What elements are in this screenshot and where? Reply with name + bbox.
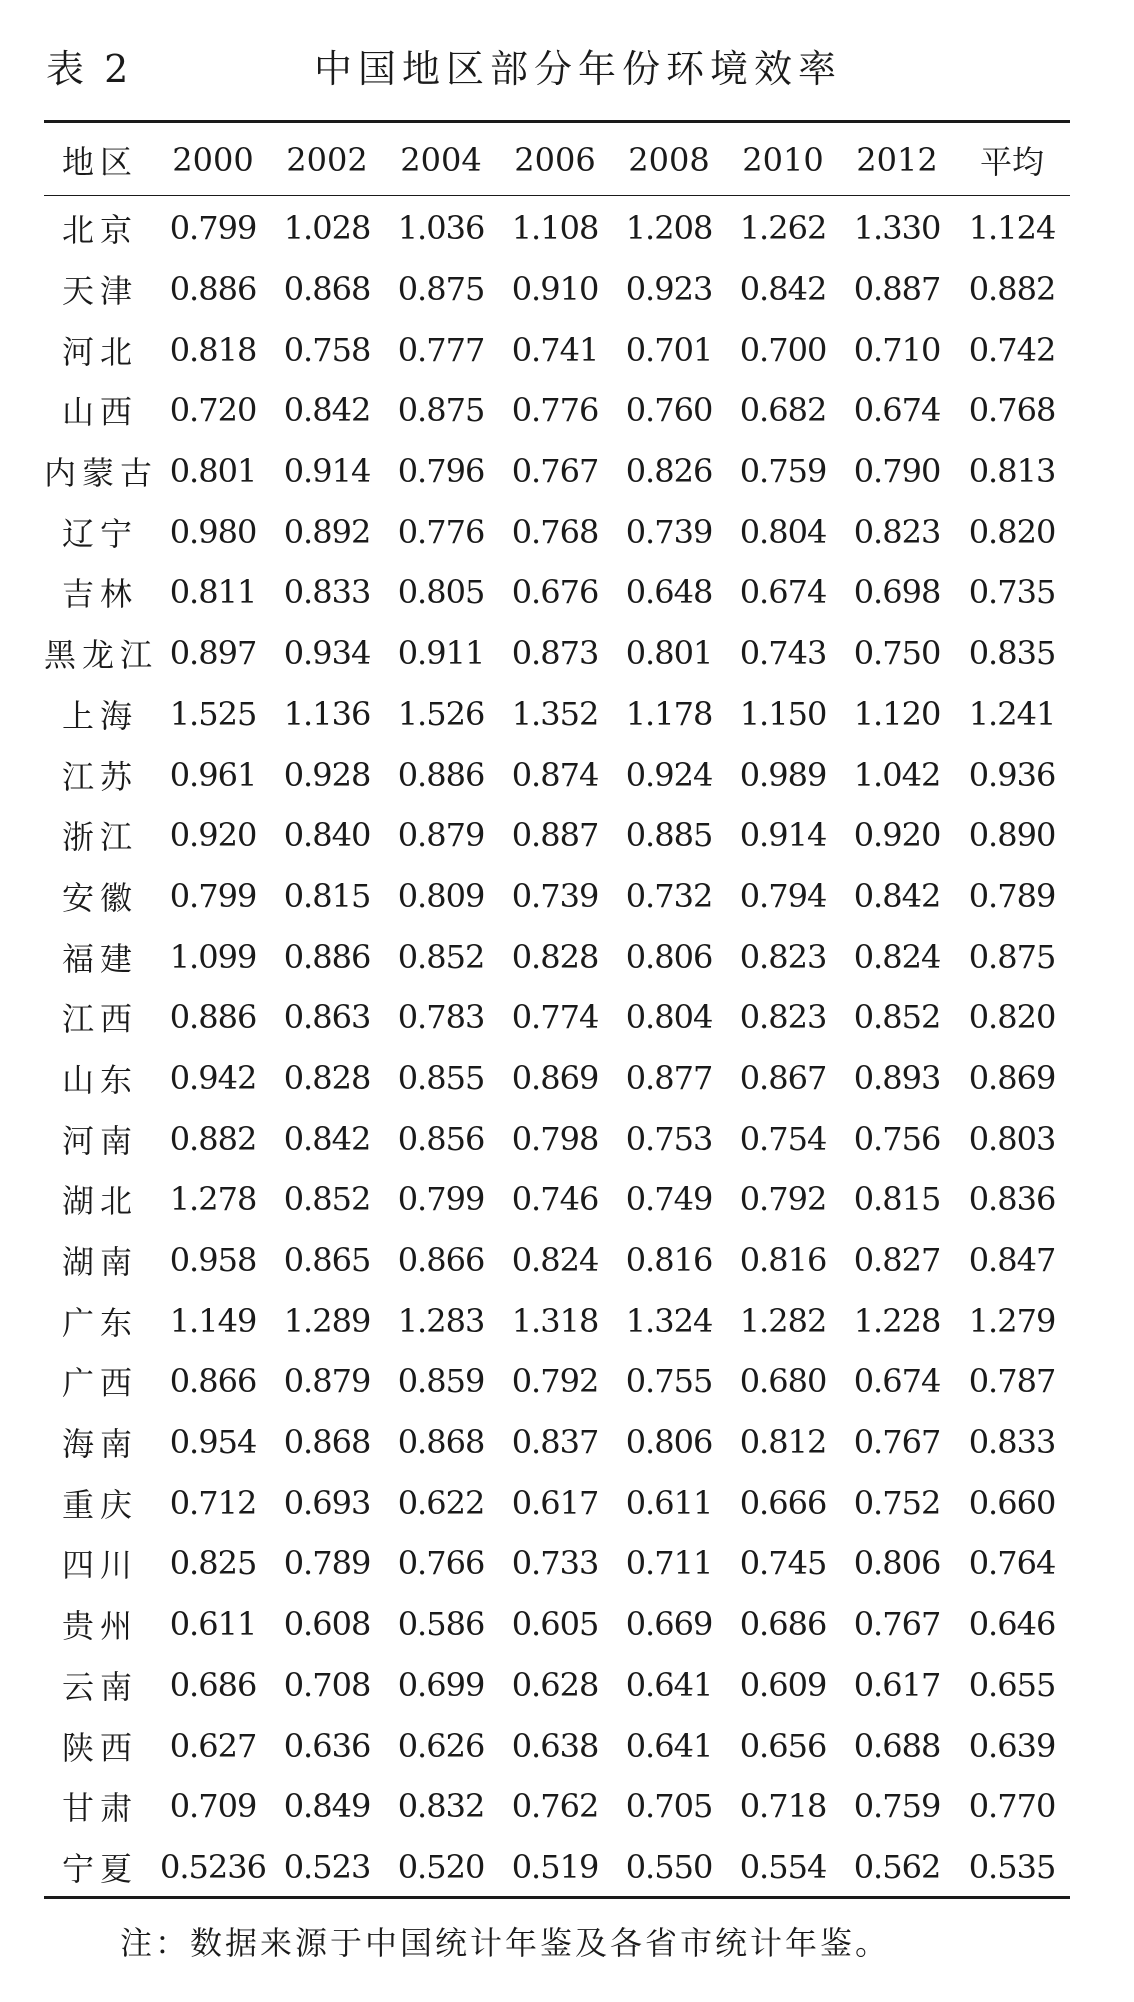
value-cell: 0.928 [283,755,371,794]
table-row [44,1230,1070,1291]
value-cell: 0.798 [511,1119,599,1158]
value-cell: 0.720 [169,391,257,430]
value-cell: 0.852 [397,937,485,976]
value-cell: 0.768 [968,391,1056,430]
value-cell: 0.833 [968,1423,1056,1462]
region-cell: 浙江 [61,818,138,857]
value-cell: 0.698 [853,573,941,612]
table-row [44,866,1070,927]
column-header-2010: 2010 [742,141,824,179]
value-cell: 0.842 [853,876,941,915]
table-row [44,259,1070,320]
value-cell: 0.639 [968,1726,1056,1765]
value-cell: 0.766 [397,1544,485,1583]
region-cell: 吉林 [61,575,138,614]
value-cell: 0.989 [739,755,827,794]
region-cell: 湖南 [61,1243,138,1282]
value-cell: 0.519 [511,1847,599,1886]
value-cell: 0.693 [283,1483,371,1522]
value-cell: 0.674 [853,1362,941,1401]
value-cell: 0.804 [625,998,713,1037]
value-cell: 0.806 [853,1544,941,1583]
value-cell: 0.709 [169,1787,257,1826]
value-cell: 0.825 [169,1544,257,1583]
value-cell: 0.820 [968,512,1056,551]
value-cell: 0.767 [853,1423,941,1462]
footnote: 注：数据来源于中国统计年鉴及各省市统计年鉴。 [120,1924,891,1962]
value-cell: 0.622 [397,1483,485,1522]
value-cell: 0.869 [968,1058,1056,1097]
value-cell: 0.688 [853,1726,941,1765]
value-cell: 0.669 [625,1605,713,1644]
value-cell: 0.611 [169,1605,257,1644]
value-cell: 0.799 [169,209,257,248]
value-cell: 0.739 [511,876,599,915]
value-cell: 0.873 [511,634,599,673]
value-cell: 0.934 [283,634,371,673]
value-cell: 0.638 [511,1726,599,1765]
value-cell: 1.149 [169,1301,257,1340]
value-cell: 0.847 [968,1241,1056,1280]
value-cell: 0.794 [739,876,827,915]
value-cell: 0.759 [853,1787,941,1826]
value-cell: 0.885 [625,816,713,855]
value-cell: 0.710 [853,330,941,369]
value-cell: 0.813 [968,452,1056,491]
value-cell: 0.823 [739,998,827,1037]
value-cell: 0.680 [739,1362,827,1401]
value-cell: 0.836 [968,1180,1056,1219]
value-cell: 0.863 [283,998,371,1037]
value-cell: 0.739 [625,512,713,551]
value-cell: 1.525 [169,694,257,733]
value-cell: 0.840 [283,816,371,855]
value-cell: 0.767 [853,1605,941,1644]
table-row [44,805,1070,866]
value-cell: 0.682 [739,391,827,430]
value-cell: 0.961 [169,755,257,794]
value-cell: 0.886 [283,937,371,976]
table-row [44,623,1070,684]
value-cell: 0.910 [511,270,599,309]
value-cell: 1.228 [853,1301,941,1340]
value-cell: 0.523 [283,1847,371,1886]
region-cell: 辽宁 [61,514,138,553]
value-cell: 0.655 [968,1665,1056,1704]
value-cell: 0.767 [511,452,599,491]
value-cell: 1.278 [169,1180,257,1219]
region-cell: 宁夏 [61,1849,138,1888]
top-rule [44,120,1070,123]
value-cell: 0.759 [739,452,827,491]
value-cell: 0.666 [739,1483,827,1522]
region-cell: 上海 [61,696,138,735]
table-caption [46,38,1086,98]
table-row [44,1472,1070,1533]
column-header-2012: 2012 [856,141,938,179]
column-header-average: 平均 [979,143,1044,181]
value-cell: 0.828 [511,937,599,976]
value-cell: 0.980 [169,512,257,551]
value-cell: 1.324 [625,1301,713,1340]
value-cell: 0.897 [169,634,257,673]
value-cell: 0.835 [968,634,1056,673]
value-cell: 1.136 [283,694,371,733]
region-cell: 陕西 [61,1728,138,1767]
value-cell: 1.124 [968,209,1056,248]
value-cell: 0.756 [853,1119,941,1158]
table-row [44,1351,1070,1412]
value-cell: 1.208 [625,209,713,248]
value-cell: 0.777 [397,330,485,369]
value-cell: 0.753 [625,1119,713,1158]
value-cell: 0.865 [283,1241,371,1280]
value-cell: 0.893 [853,1058,941,1097]
region-cell: 海南 [61,1425,138,1464]
value-cell: 0.837 [511,1423,599,1462]
value-cell: 0.823 [739,937,827,976]
value-cell: 1.330 [853,209,941,248]
value-cell: 0.743 [739,634,827,673]
value-cell: 0.626 [397,1726,485,1765]
value-cell: 0.801 [169,452,257,491]
region-cell: 江西 [61,1000,138,1039]
value-cell: 0.648 [625,573,713,612]
value-cell: 0.803 [968,1119,1056,1158]
value-cell: 0.887 [511,816,599,855]
value-cell: 0.914 [739,816,827,855]
value-cell: 1.028 [283,209,371,248]
value-cell: 0.749 [625,1180,713,1219]
value-cell: 0.886 [169,998,257,1037]
value-cell: 0.879 [397,816,485,855]
value-cell: 0.776 [511,391,599,430]
value-cell: 1.120 [853,694,941,733]
region-cell: 福建 [61,939,138,978]
value-cell: 0.882 [169,1119,257,1158]
value-cell: 0.705 [625,1787,713,1826]
value-cell: 0.842 [739,270,827,309]
value-cell: 0.882 [968,270,1056,309]
value-cell: 0.562 [853,1847,941,1886]
value-cell: 0.768 [511,512,599,551]
region-cell: 河北 [61,332,138,371]
table-row [44,190,1070,259]
value-cell: 0.520 [397,1847,485,1886]
table-row [44,441,1070,502]
header-row [44,130,1070,190]
value-cell: 0.708 [283,1665,371,1704]
column-header-2002: 2002 [286,141,368,179]
value-cell: 1.352 [511,694,599,733]
table-row [44,1412,1070,1473]
value-cell: 1.282 [739,1301,827,1340]
value-cell: 0.815 [283,876,371,915]
value-cell: 0.832 [397,1787,485,1826]
value-cell: 0.700 [739,330,827,369]
column-header-2000: 2000 [172,141,254,179]
value-cell: 0.762 [511,1787,599,1826]
value-cell: 0.718 [739,1787,827,1826]
value-cell: 0.892 [283,512,371,551]
value-cell: 0.611 [625,1483,713,1522]
value-cell: 0.866 [169,1362,257,1401]
value-cell: 0.712 [169,1483,257,1522]
region-cell: 贵州 [61,1607,138,1646]
value-cell: 0.617 [853,1665,941,1704]
region-cell: 安徽 [61,878,138,917]
value-cell: 0.816 [739,1241,827,1280]
value-cell: 0.815 [853,1180,941,1219]
value-cell: 0.824 [511,1241,599,1280]
value-cell: 1.262 [739,209,827,248]
value-cell: 0.879 [283,1362,371,1401]
region-cell: 四川 [61,1546,138,1585]
value-cell: 0.686 [169,1665,257,1704]
value-cell: 0.628 [511,1665,599,1704]
value-cell: 0.745 [739,1544,827,1583]
table-row [44,684,1070,745]
value-cell: 1.036 [397,209,485,248]
value-cell: 0.833 [283,573,371,612]
table-body [44,190,1070,1897]
value-cell: 0.608 [283,1605,371,1644]
table-row [44,744,1070,805]
table-row [44,380,1070,441]
value-cell: 0.741 [511,330,599,369]
region-cell: 湖北 [61,1182,138,1221]
value-cell: 0.676 [511,573,599,612]
value-cell: 0.890 [968,816,1056,855]
value-cell: 0.886 [169,270,257,309]
value-cell: 0.866 [397,1241,485,1280]
value-cell: 0.811 [169,573,257,612]
value-cell: 0.550 [625,1847,713,1886]
table-row [44,1169,1070,1230]
value-cell: 0.816 [625,1241,713,1280]
value-cell: 1.283 [397,1301,485,1340]
value-cell: 0.799 [169,876,257,915]
table-row [44,1108,1070,1169]
value-cell: 0.641 [625,1726,713,1765]
value-cell: 0.792 [739,1180,827,1219]
value-cell: 0.942 [169,1058,257,1097]
value-cell: 0.760 [625,391,713,430]
value-cell: 0.923 [625,270,713,309]
value-cell: 0.646 [968,1605,1056,1644]
value-cell: 0.958 [169,1241,257,1280]
value-cell: 0.776 [397,512,485,551]
value-cell: 0.746 [511,1180,599,1219]
value-cell: 0.924 [625,755,713,794]
value-cell: 0.586 [397,1605,485,1644]
region-cell: 重庆 [61,1485,138,1524]
column-header-2008: 2008 [628,141,710,179]
value-cell: 1.318 [511,1301,599,1340]
value-cell: 0.954 [169,1423,257,1462]
region-cell: 内蒙古 [44,454,159,493]
value-cell: 0.774 [511,998,599,1037]
value-cell: 0.742 [968,330,1056,369]
value-cell: 0.732 [625,876,713,915]
region-cell: 山西 [61,393,138,432]
value-cell: 0.874 [511,755,599,794]
table-row [44,319,1070,380]
value-cell: 0.820 [968,998,1056,1037]
value-cell: 0.711 [625,1544,713,1583]
value-cell: 0.911 [397,634,485,673]
region-cell: 北京 [61,211,138,250]
region-cell: 黑龙江 [44,636,159,675]
value-cell: 0.806 [625,1423,713,1462]
value-cell: 0.5236 [160,1847,266,1886]
table-row [44,1776,1070,1837]
value-cell: 0.824 [853,937,941,976]
value-cell: 1.526 [397,694,485,733]
value-cell: 0.605 [511,1605,599,1644]
region-cell: 江苏 [61,757,138,796]
value-cell: 0.735 [968,573,1056,612]
value-cell: 0.641 [625,1665,713,1704]
column-header-2004: 2004 [400,141,482,179]
table-row [44,501,1070,562]
value-cell: 0.886 [397,755,485,794]
efficiency-table [44,130,1070,1897]
value-cell: 0.750 [853,634,941,673]
value-cell: 0.842 [283,391,371,430]
value-cell: 0.801 [625,634,713,673]
value-cell: 0.701 [625,330,713,369]
value-cell: 0.754 [739,1119,827,1158]
region-cell: 天津 [61,272,138,311]
value-cell: 0.535 [968,1847,1056,1886]
table-row [44,987,1070,1048]
value-cell: 0.869 [511,1058,599,1097]
table-row [44,1594,1070,1655]
value-cell: 0.699 [397,1665,485,1704]
value-cell: 0.790 [853,452,941,491]
value-cell: 0.755 [625,1362,713,1401]
value-cell: 0.809 [397,876,485,915]
value-cell: 0.656 [739,1726,827,1765]
value-cell: 1.279 [968,1301,1056,1340]
value-cell: 0.636 [283,1726,371,1765]
value-cell: 1.289 [283,1301,371,1340]
value-cell: 1.042 [853,755,941,794]
value-cell: 0.914 [283,452,371,491]
value-cell: 0.554 [739,1847,827,1886]
value-cell: 0.789 [283,1544,371,1583]
table-row [44,1048,1070,1109]
value-cell: 0.674 [853,391,941,430]
value-cell: 0.823 [853,512,941,551]
region-cell: 甘肃 [61,1789,138,1828]
value-cell: 1.108 [511,209,599,248]
value-cell: 0.804 [739,512,827,551]
value-cell: 0.674 [739,573,827,612]
value-cell: 0.758 [283,330,371,369]
value-cell: 0.609 [739,1665,827,1704]
value-cell: 1.178 [625,694,713,733]
value-cell: 0.887 [853,270,941,309]
value-cell: 0.792 [511,1362,599,1401]
value-cell: 1.241 [968,694,1056,733]
value-cell: 0.660 [968,1483,1056,1522]
value-cell: 0.868 [397,1423,485,1462]
value-cell: 0.852 [853,998,941,1037]
value-cell: 0.770 [968,1787,1056,1826]
value-cell: 0.852 [283,1180,371,1219]
value-cell: 0.805 [397,573,485,612]
value-cell: 0.828 [283,1058,371,1097]
table-row [44,1837,1070,1898]
value-cell: 0.867 [739,1058,827,1097]
value-cell: 0.849 [283,1787,371,1826]
value-cell: 0.936 [968,755,1056,794]
value-cell: 0.752 [853,1483,941,1522]
value-cell: 0.617 [511,1483,599,1522]
value-cell: 0.787 [968,1362,1056,1401]
value-cell: 0.875 [397,270,485,309]
value-cell: 0.856 [397,1119,485,1158]
table-row [44,1290,1070,1351]
value-cell: 0.842 [283,1119,371,1158]
region-cell: 广东 [61,1303,138,1342]
value-cell: 0.920 [853,816,941,855]
value-cell: 0.733 [511,1544,599,1583]
table-row [44,1655,1070,1716]
value-cell: 0.818 [169,330,257,369]
region-cell: 山东 [61,1060,138,1099]
region-cell: 云南 [61,1667,138,1706]
table-title: 中国地区部分年份环境效率 [314,47,843,91]
value-cell: 0.868 [283,1423,371,1462]
value-cell: 0.764 [968,1544,1056,1583]
value-cell: 0.920 [169,816,257,855]
value-cell: 0.783 [397,998,485,1037]
value-cell: 0.855 [397,1058,485,1097]
table-label: 表 2 [46,47,133,91]
value-cell: 0.827 [853,1241,941,1280]
value-cell: 1.150 [739,694,827,733]
value-cell: 0.799 [397,1180,485,1219]
value-cell: 0.796 [397,452,485,491]
value-cell: 0.875 [968,937,1056,976]
table-row [44,1533,1070,1594]
value-cell: 0.686 [739,1605,827,1644]
table-row [44,1715,1070,1776]
column-header-2006: 2006 [514,141,596,179]
table-row [44,926,1070,987]
column-header-region: 地区 [61,143,138,181]
value-cell: 0.627 [169,1726,257,1765]
region-cell: 广西 [61,1364,138,1403]
value-cell: 1.099 [169,937,257,976]
value-cell: 0.826 [625,452,713,491]
value-cell: 0.868 [283,270,371,309]
table-row [44,562,1070,623]
value-cell: 0.812 [739,1423,827,1462]
region-cell: 河南 [61,1121,138,1160]
value-cell: 0.877 [625,1058,713,1097]
value-cell: 0.789 [968,876,1056,915]
value-cell: 0.859 [397,1362,485,1401]
value-cell: 0.875 [397,391,485,430]
value-cell: 0.806 [625,937,713,976]
